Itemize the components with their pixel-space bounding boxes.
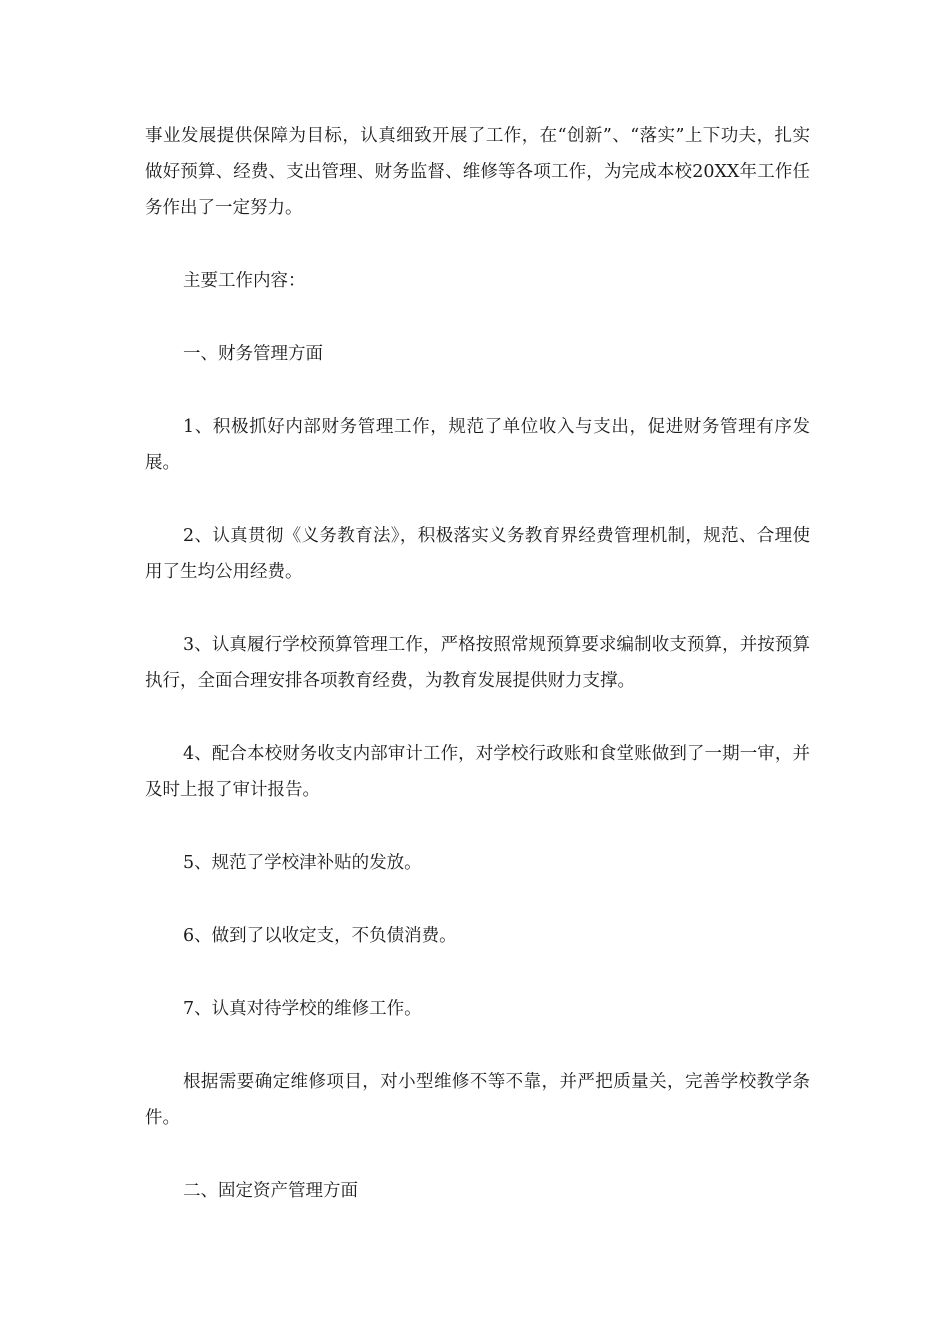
section-heading-finance: 一、财务管理方面	[183, 344, 323, 364]
list-item-6: 6、做到了以收定支，不负债消费。	[183, 926, 457, 946]
paragraph-maintenance: 根据需要确定维修项目，对小型维修不等不靠，并严把质量关，完善学校教学条件。	[145, 1072, 810, 1128]
document-body	[145, 118, 810, 1246]
list-item-1: 1、积极抓好内部财务管理工作，规范了单位收入与支出，促进财务管理有序发展。	[145, 417, 810, 473]
list-item-7: 7、认真对待学校的维修工作。	[183, 999, 422, 1019]
paragraph-main-content-heading: 主要工作内容：	[183, 271, 306, 291]
list-item-4: 4、配合本校财务收支内部审计工作，对学校行政账和食堂账做到了一期一审，并及时上报了审计报告。	[145, 744, 810, 800]
section-heading-fixed-assets: 二、固定资产管理方面	[183, 1181, 358, 1201]
paragraph-intro: 事业发展提供保障为目标，认真细致开展了工作，在“创新”、“落实”上下功夫，扎实做好预算、经费、支出管理、财务监督、维修等各项工作，为完成本校20XX年工作任务作出了一定努力。	[145, 126, 810, 218]
list-item-2: 2、认真贯彻《义务教育法》，积极落实义务教育界经费管理机制，规范、合理使用了生均公用经费。	[145, 526, 810, 582]
list-item-3: 3、认真履行学校预算管理工作，严格按照常规预算要求编制收支预算，并按预算执行，全面合理安排各项教育经费，为教育发展提供财力支撑。	[145, 635, 810, 691]
list-item-5: 5、规范了学校津补贴的发放。	[183, 853, 422, 873]
